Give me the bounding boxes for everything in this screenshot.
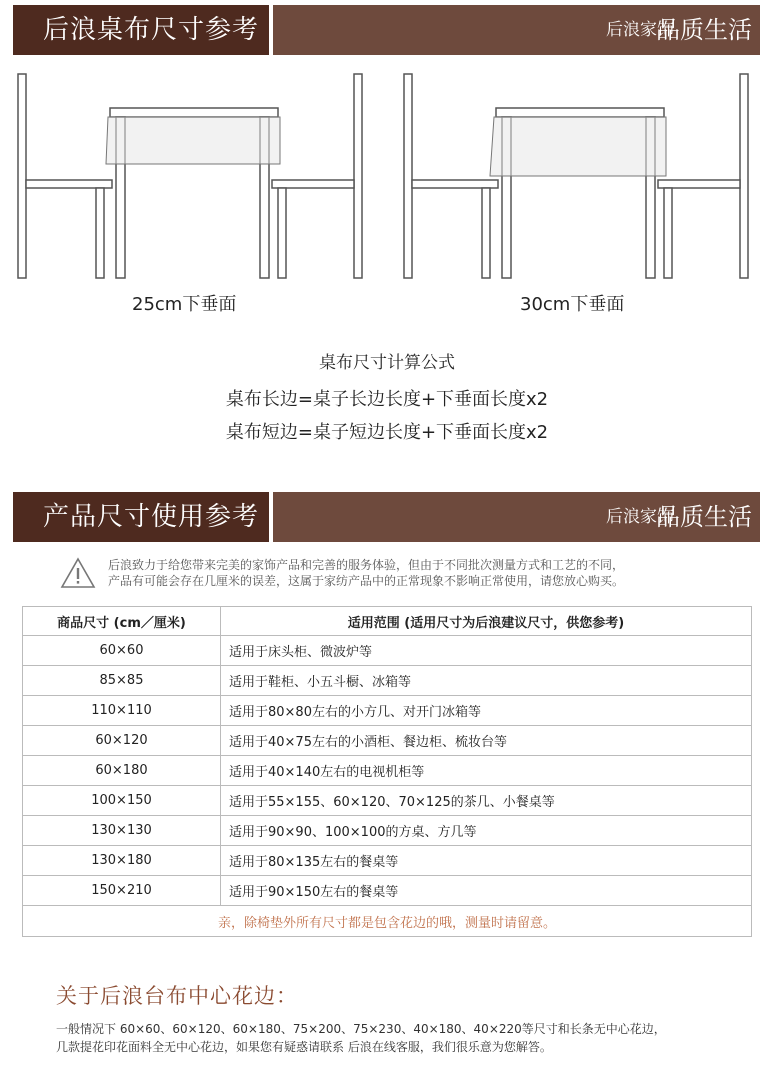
about-text xyxy=(56,1020,756,1056)
section-title: 后浪桌布尺寸参考 xyxy=(13,5,269,55)
use-cell: 适用于90×90、100×100的方桌、方几等 xyxy=(221,816,752,846)
size-cell: 60×120 xyxy=(23,726,221,756)
use-cell: 适用于55×155、60×120、70×125的茶几、小餐桌等 xyxy=(221,786,752,816)
brand-slogan: 品质生活 xyxy=(656,16,752,44)
size-cell: 110×110 xyxy=(23,696,221,726)
size-cell: 130×180 xyxy=(23,846,221,876)
about-line: 一般情况下 60×60、60×120、60×180、75×200、75×230、40×180、40×220等尺寸和长条无中心花边， xyxy=(56,1022,666,1036)
use-cell: 适用于40×140左右的电视机柜等 xyxy=(221,756,752,786)
notice xyxy=(60,557,625,593)
size-cell: 60×180 xyxy=(23,756,221,786)
table-note: 亲，除椅垫外所有尺寸都是包含花边的哦，测量时请留意。 xyxy=(23,906,752,937)
about-line: 几款提花印花面料全无中心花边，如果您有疑惑请联系 后浪在线客服，我们很乐意为您解答。 xyxy=(56,1040,552,1054)
header-banner xyxy=(13,492,760,542)
brand-name: 后浪家饰 xyxy=(606,507,674,527)
brand-name: 后浪家饰 xyxy=(606,20,674,40)
formula-short-side: 桌布短边=桌子短边长度+下垂面长度x2 xyxy=(225,422,549,443)
size-cell: 60×60 xyxy=(23,636,221,666)
header-banner xyxy=(13,5,760,55)
formula-title: 桌布尺寸计算公式 xyxy=(319,353,455,373)
diagram-label: 30cm下垂面 xyxy=(520,294,625,315)
table-header-row xyxy=(23,607,752,636)
table-row xyxy=(23,636,752,666)
use-cell: 适用于80×135左右的餐桌等 xyxy=(221,846,752,876)
size-cell: 130×130 xyxy=(23,816,221,846)
notice-line: 产品有可能会存在几厘米的误差，这属于家纺产品中的正常现象不影响正常使用，请您放心购买。 xyxy=(108,574,625,588)
use-cell: 适用于床头柜、微波炉等 xyxy=(221,636,752,666)
formula-long-side: 桌布长边=桌子长边长度+下垂面长度x2 xyxy=(225,389,549,410)
table-row xyxy=(23,876,752,906)
brand-slogan: 品质生活 xyxy=(656,503,752,531)
section-title: 产品尺寸使用参考 xyxy=(13,492,269,542)
use-cell: 适用于80×80左右的小方几、对开门冰箱等 xyxy=(221,696,752,726)
size-cell: 85×85 xyxy=(23,666,221,696)
column-header-size: 商品尺寸 (cm／厘米) xyxy=(23,607,221,636)
table-note-row xyxy=(23,906,752,937)
warning-icon xyxy=(60,557,96,589)
notice-text xyxy=(108,557,748,589)
use-cell: 适用于40×75左右的小酒柜、餐边柜、梳妆台等 xyxy=(221,726,752,756)
use-cell: 适用于90×150左右的餐桌等 xyxy=(221,876,752,906)
size-cell: 150×210 xyxy=(23,876,221,906)
table-row xyxy=(23,696,752,726)
table-drop-diagram-25cm xyxy=(14,70,374,285)
table-row xyxy=(23,816,752,846)
table-drop-diagram-30cm xyxy=(400,70,760,285)
use-cell: 适用于鞋柜、小五斗橱、冰箱等 xyxy=(221,666,752,696)
size-cell: 100×150 xyxy=(23,786,221,816)
table-row xyxy=(23,846,752,876)
table-row xyxy=(23,726,752,756)
size-table xyxy=(22,606,752,937)
about-title: 关于后浪台布中心花边： xyxy=(56,984,298,1008)
table-row xyxy=(23,756,752,786)
notice-line: 后浪致力于给您带来完美的家饰产品和完善的服务体验，但由于不同批次测量方式和工艺的不同， xyxy=(108,558,625,572)
table-row xyxy=(23,666,752,696)
column-header-use: 适用范围 (适用尺寸为后浪建议尺寸，供您参考) xyxy=(221,607,752,636)
table-row xyxy=(23,786,752,816)
diagram-label: 25cm下垂面 xyxy=(132,294,237,315)
